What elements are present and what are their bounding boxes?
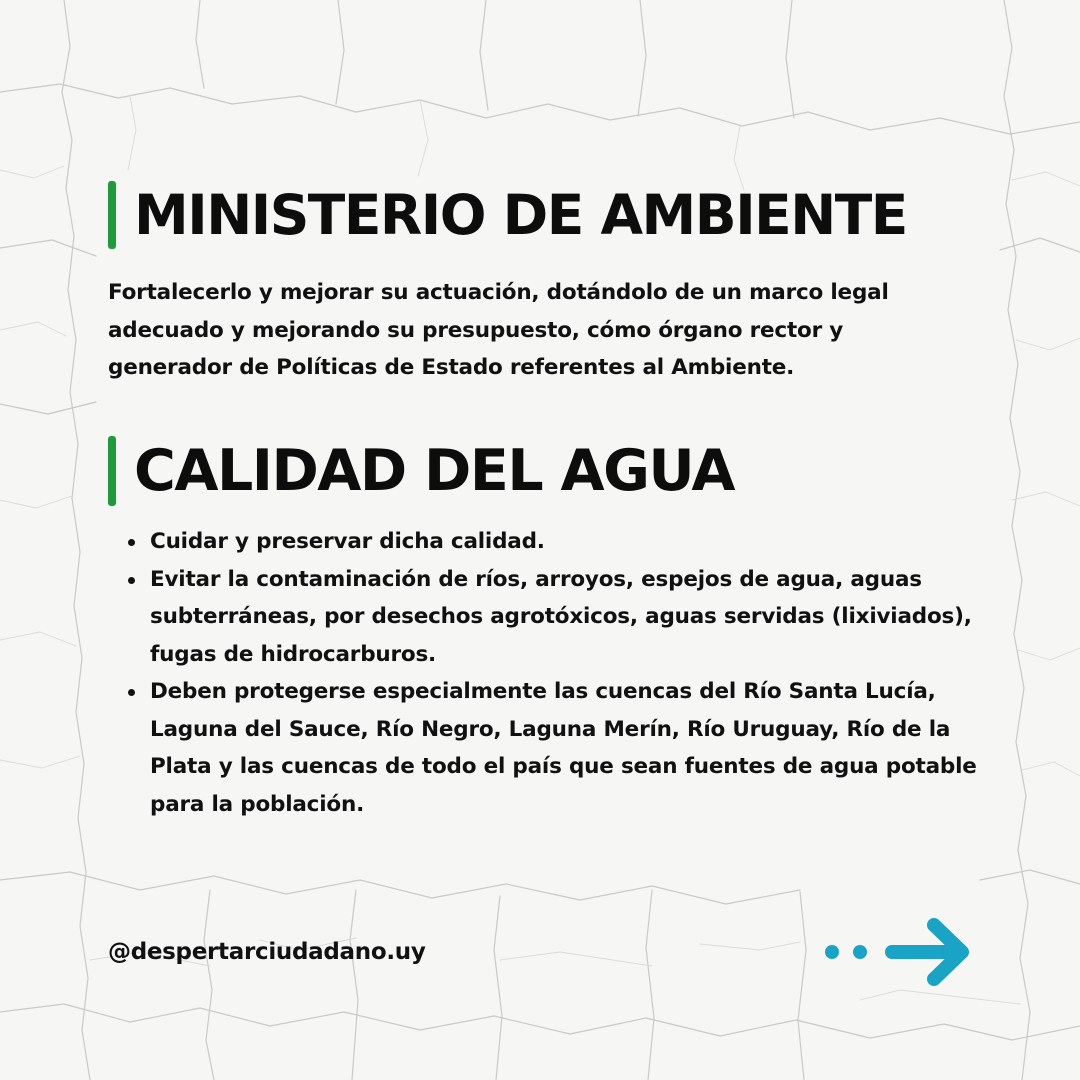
section-heading-calidad (108, 435, 734, 507)
list-item (128, 561, 988, 674)
ministerio-paragraph: Fortalecerlo y mejorar su actuación, dotándolo de un marco legal adecuado y mejorando su presupuesto, cómo órgano rector y generador de Políticas de Estado referentes al Ambiente. (108, 280, 889, 380)
social-handle: @despertarciudadano.uy (108, 939, 426, 965)
heading-ministerio-de-ambiente: MINISTERIO DE AMBIENTE (134, 183, 907, 247)
bullet-dot-icon (128, 689, 135, 696)
heading-calidad-del-agua: CALIDAD DEL AGUA (134, 438, 735, 504)
calidad-bullet-list (128, 523, 988, 823)
heading-accent-bar (108, 181, 116, 249)
arrow-dot-icon (825, 945, 839, 959)
list-item (128, 523, 988, 561)
list-item-text: Evitar la contaminación de ríos, arroyos, espejos de agua, aguas subterráneas, por desechos agrotóxicos, aguas servidas (lixiviados), fugas de hidrocarburos. (150, 566, 972, 667)
list-item-text: Deben protegerse especialmente las cuencas del Río Santa Lucía, Laguna del Sauce, Río Negro, Laguna Merín, Río Uruguay, Río de la Plata y las cuencas de todo el país que sean fuentes de agua potable para la población. (150, 679, 977, 817)
bullet-dot-icon (128, 539, 135, 546)
arrow-dot-icon (853, 945, 867, 959)
section-heading-ministerio (108, 180, 907, 250)
list-item (128, 673, 988, 823)
arrow-right-icon[interactable] (822, 916, 974, 988)
bullet-dot-icon (128, 577, 135, 584)
list-item-text: Cuidar y preservar dicha calidad. (150, 529, 545, 554)
heading-accent-bar (108, 436, 116, 506)
